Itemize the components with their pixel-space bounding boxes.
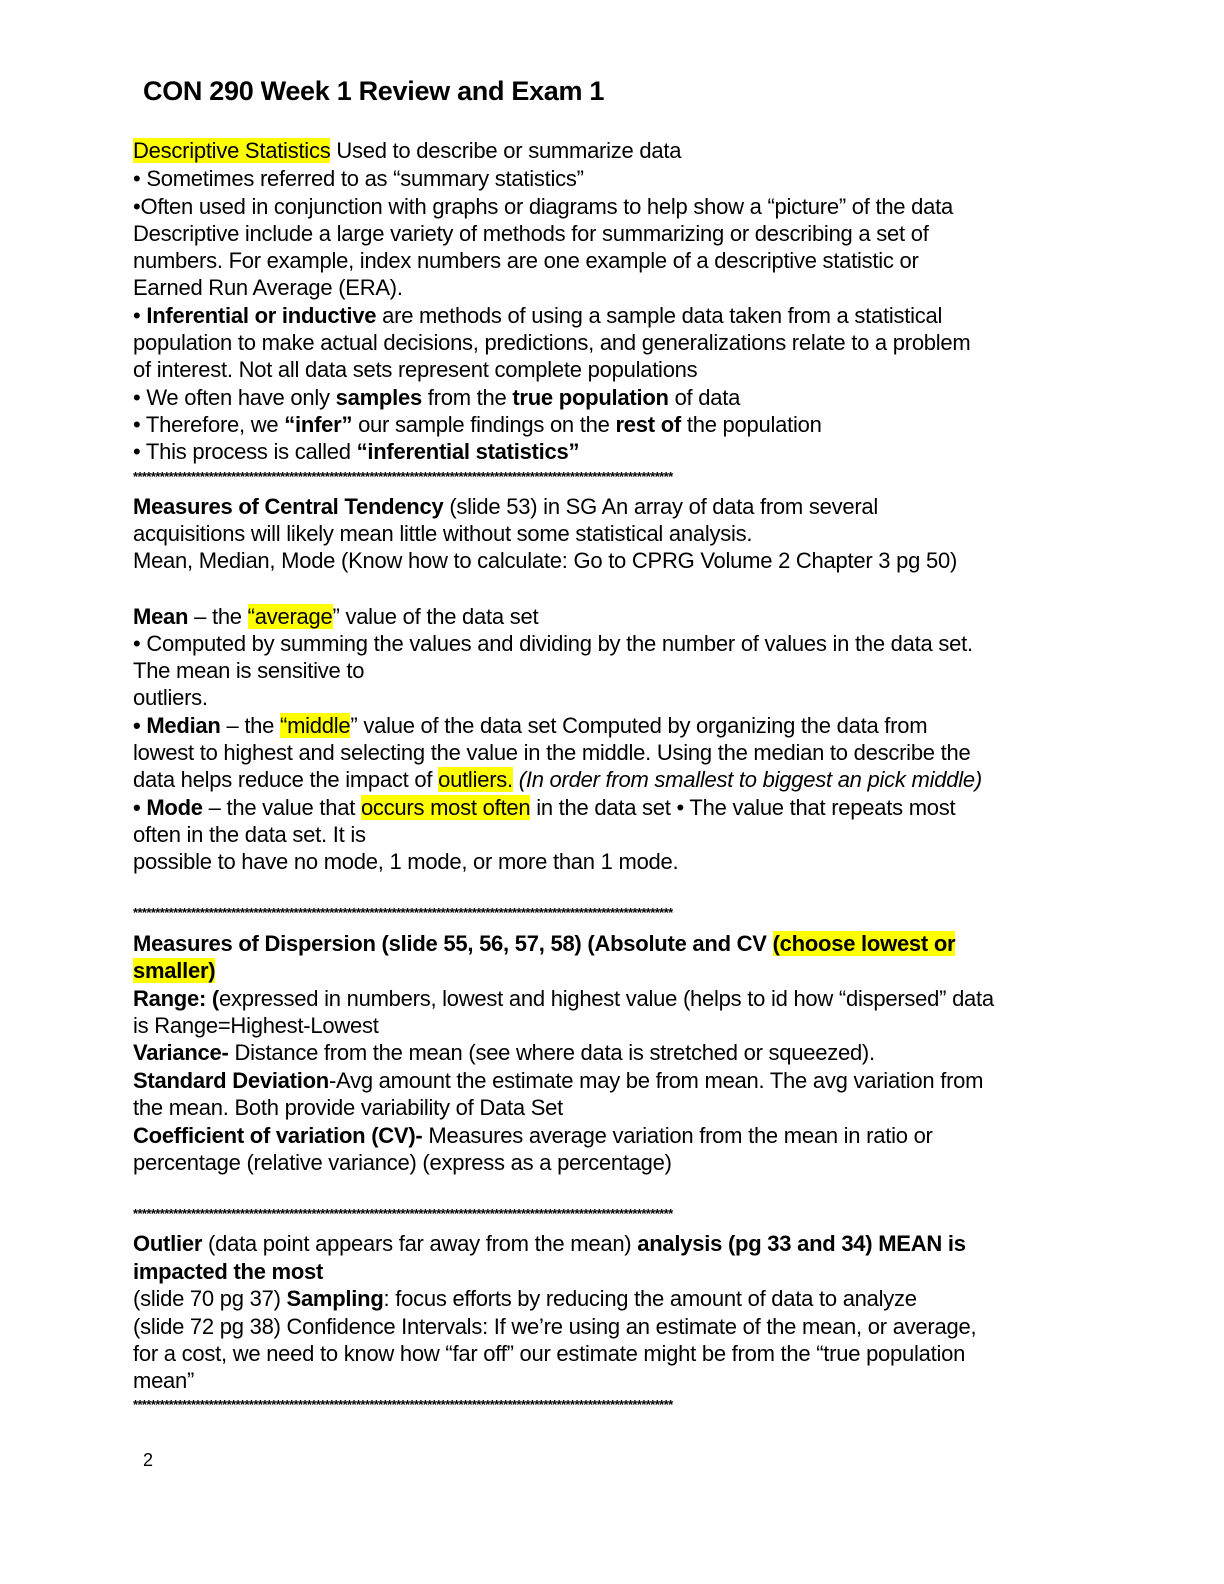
bold-text: true population — [512, 385, 669, 410]
text-span: ” value of the data set — [332, 604, 539, 629]
highlighted-text: smaller) — [133, 958, 216, 983]
text-line — [133, 767, 982, 793]
text-span: often in the data set. It is — [133, 822, 366, 847]
bold-text: Variance- — [133, 1040, 229, 1065]
text-span: – the — [220, 713, 281, 738]
page-number: 2 — [143, 1450, 154, 1470]
separator: ************************************************************************************************************************* — [133, 1207, 673, 1221]
separator: ************************************************************************************************************************* — [133, 906, 673, 920]
separator: ************************************************************************************************************************* — [133, 1398, 673, 1412]
bold-text: Sampling — [286, 1286, 384, 1311]
text-span: Earned Run Average (ERA). — [133, 275, 403, 300]
text-line — [133, 1013, 379, 1039]
text-span: -Avg amount the estimate may be from mean. The avg variation from — [328, 1068, 984, 1093]
text-line — [133, 931, 955, 957]
text-line — [133, 248, 919, 274]
text-line — [133, 1231, 966, 1257]
text-span: expressed in numbers, lowest and highest value (helps to id how “dispersed” data — [219, 986, 994, 1011]
text-span: Mean, Median, Mode (Know how to calculate: Go to CPRG Volume 2 Chapter 3 pg 50) — [133, 548, 958, 573]
page-title: CON 290 Week 1 Review and Exam 1 — [143, 76, 605, 106]
text-span: – the — [188, 604, 248, 629]
text-line — [133, 494, 878, 520]
text-span: of interest. Not all data sets represent complete populations — [133, 357, 698, 382]
text-line — [133, 958, 215, 984]
text-line — [133, 1286, 917, 1312]
text-line — [133, 740, 971, 766]
bold-text: Measures of Dispersion (slide 55, 56, 57, 58) (Absolute and CV — [133, 931, 773, 956]
text-span: • — [133, 303, 147, 328]
highlighted-text: occurs most often — [360, 795, 531, 820]
text-line — [133, 138, 681, 164]
text-span: mean” — [133, 1368, 195, 1393]
text-line — [133, 795, 955, 821]
bold-text: impacted the most — [133, 1259, 324, 1284]
text-span: Measures average variation from the mean in ratio or — [422, 1123, 933, 1148]
bold-text: analysis (pg 33 and 34) MEAN is — [637, 1231, 966, 1256]
bold-text: Inferential or inductive — [146, 303, 377, 328]
text-line — [133, 303, 942, 329]
text-span: numbers. For example, index numbers are one example of a descriptive statistic or — [133, 248, 919, 273]
text-line — [133, 1040, 875, 1066]
text-line — [133, 385, 740, 411]
text-span: data helps reduce the impact of — [133, 767, 439, 792]
text-span: • Sometimes referred to as “summary statistics” — [133, 166, 584, 191]
text-span: lowest to highest and selecting the value in the middle. Using the median to describe the — [133, 740, 971, 765]
text-line — [133, 1368, 194, 1394]
text-span: (slide 70 pg 37) — [133, 1286, 287, 1311]
bold-text: samples — [335, 385, 422, 410]
text-line — [133, 521, 752, 547]
text-span: – the value that — [202, 795, 361, 820]
text-span: Distance from the mean (see where data is stretched or squeezed). — [228, 1040, 875, 1065]
text-line — [133, 849, 678, 875]
text-line — [133, 412, 822, 438]
text-span: the mean. Both provide variability of Data Set — [133, 1095, 563, 1120]
bold-text: Outlier — [133, 1231, 203, 1256]
text-line — [133, 221, 929, 247]
text-line — [133, 631, 973, 657]
text-line — [133, 604, 538, 630]
text-line — [133, 357, 697, 383]
text-line — [133, 1314, 976, 1340]
bold-text: Mean — [133, 604, 189, 629]
bold-text: Standard Deviation — [133, 1068, 329, 1093]
text-line — [133, 986, 994, 1012]
text-line — [133, 1259, 323, 1285]
text-span: • Therefore, we — [133, 412, 285, 437]
bold-text: • Mode — [133, 795, 203, 820]
text-span: acquisitions will likely mean little without some statistical analysis. — [133, 521, 753, 546]
bold-text: “infer” — [284, 412, 353, 437]
text-span: (In order from smallest to biggest an pick middle) — [518, 767, 982, 792]
text-span: Used to describe or summarize data — [330, 138, 682, 163]
separator: ************************************************************************************************************************* — [133, 470, 673, 484]
text-line — [133, 439, 579, 465]
bold-text: • Median — [133, 713, 221, 738]
text-line — [133, 1341, 965, 1367]
text-span: • We often have only — [133, 385, 336, 410]
highlighted-text: Descriptive Statistics — [133, 138, 331, 163]
text-span: our sample findings on the — [352, 412, 616, 437]
text-span: (slide 72 pg 38) Confidence Intervals: If we’re using an estimate of the mean, or average, — [133, 1314, 977, 1339]
bold-text: Measures of Central Tendency — [133, 494, 444, 519]
text-span: • Computed by summing the values and dividing by the number of values in the data set. — [133, 631, 973, 656]
text-span: •Often used in conjunction with graphs or diagrams to help show a “picture” of the data — [133, 194, 953, 219]
text-span: population to make actual decisions, predictions, and generalizations relate to a problem — [133, 330, 971, 355]
highlighted-text: outliers. — [438, 767, 513, 792]
text-span: in the data set • The value that repeats most — [530, 795, 956, 820]
text-span: ” value of the data set Computed by organizing the data from — [350, 713, 928, 738]
bold-text: Range: ( — [133, 986, 219, 1011]
text-span: the population — [680, 412, 822, 437]
text-line — [133, 685, 208, 711]
bold-text: “inferential statistics” — [356, 439, 580, 464]
highlighted-text: “average — [247, 604, 333, 629]
bold-text: Coefficient of variation (CV)- — [133, 1123, 423, 1148]
text-line — [133, 1150, 672, 1176]
text-span: (data point appears far away from the mean) — [202, 1231, 638, 1256]
text-span: • This process is called — [133, 439, 357, 464]
text-span: possible to have no mode, 1 mode, or more than 1 mode. — [133, 849, 679, 874]
text-line — [133, 713, 927, 739]
text-line — [133, 330, 971, 356]
text-line — [133, 658, 364, 684]
text-line — [133, 1095, 563, 1121]
text-line — [133, 822, 366, 848]
text-line — [133, 166, 584, 192]
text-span: outliers. — [133, 685, 208, 710]
bold-text: rest of — [615, 412, 681, 437]
text-span: from the — [421, 385, 513, 410]
text-span: for a cost, we need to know how “far off” our estimate might be from the “true population — [133, 1341, 966, 1366]
text-span: is Range=Highest-Lowest — [133, 1013, 379, 1038]
highlighted-text: (choose lowest or — [772, 931, 956, 956]
text-span: of data — [668, 385, 741, 410]
text-line — [133, 1068, 983, 1094]
text-span: : focus efforts by reducing the amount of data to analyze — [383, 1286, 917, 1311]
text-span: (slide 53) in SG An array of data from several — [443, 494, 879, 519]
highlighted-text: “middle — [280, 713, 351, 738]
text-span: are methods of using a sample data taken from a statistical — [376, 303, 943, 328]
text-line — [133, 275, 403, 301]
text-line — [133, 548, 957, 574]
text-span: percentage (relative variance) (express as a percentage) — [133, 1150, 672, 1175]
text-span: The mean is sensitive to — [133, 658, 365, 683]
text-line — [133, 1123, 933, 1149]
text-line — [133, 194, 953, 220]
text-span: Descriptive include a large variety of methods for summarizing or describing a set of — [133, 221, 929, 246]
